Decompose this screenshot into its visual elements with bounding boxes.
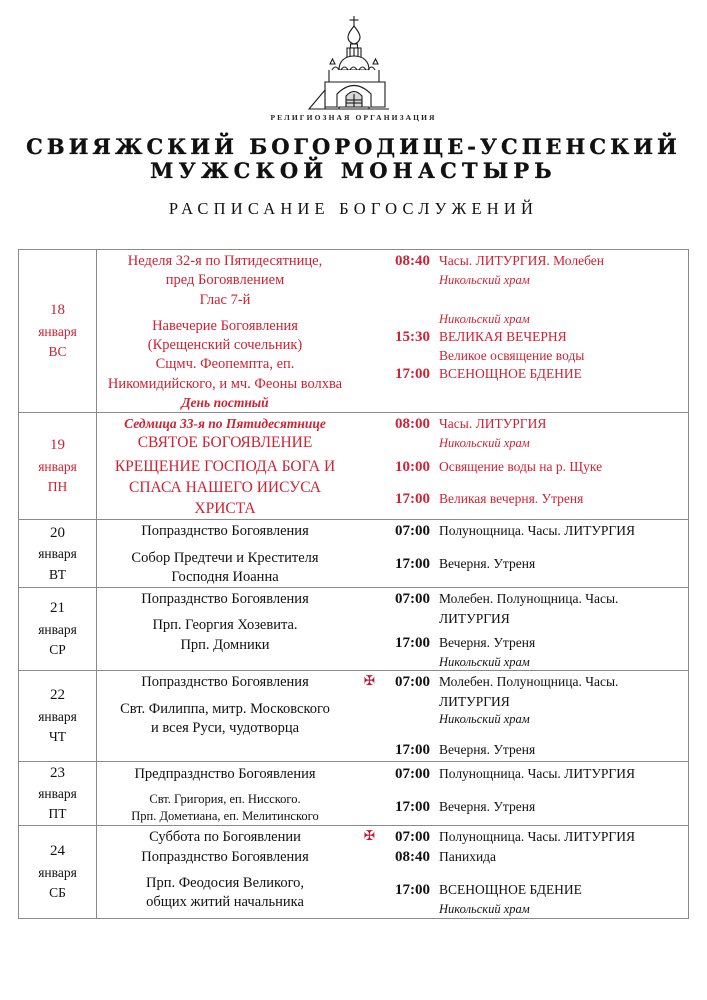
cross-icon-placeholder: [361, 523, 378, 536]
service-location: Никольский храм: [439, 901, 530, 916]
service-entry: [361, 458, 688, 478]
service-entry: [361, 365, 688, 385]
day-number: 22: [50, 687, 65, 704]
spacer: [97, 609, 353, 616]
service-time: 17:00: [395, 491, 430, 508]
spacer: [361, 868, 688, 881]
commemoration-line: Прп. Георгия Хозевита.: [152, 617, 298, 634]
service-entry: [361, 693, 688, 711]
services-column: [353, 520, 688, 587]
service-time: 17:00: [395, 556, 430, 573]
cross-icon-placeholder: [361, 348, 378, 361]
service-entry: [361, 848, 688, 868]
services-column: [353, 588, 688, 670]
service-time: 07:00: [395, 674, 430, 691]
commemoration-line: Господня Иоанна: [171, 568, 279, 585]
cross-icon: ✠: [363, 673, 376, 689]
service-entry: [361, 590, 688, 610]
service-time: 08:40: [395, 849, 430, 866]
day-weekday: СБ: [49, 884, 66, 900]
service-time: 10:00: [395, 458, 430, 475]
day-month: января: [38, 323, 77, 339]
spacer: [97, 693, 353, 700]
service-location: Никольский храм: [439, 311, 530, 326]
services-column: [353, 671, 688, 760]
service-time: 08:40: [395, 253, 430, 269]
day-month: января: [38, 864, 77, 880]
commemoration-line: Свт. Филиппа, митр. Московского: [120, 700, 330, 717]
commemoration-line: Собор Предтечи и Крестителя: [131, 549, 319, 566]
service-name: Вечерня. Утреня: [439, 798, 536, 814]
service-name: Молебен. Полунощница. Часы.: [439, 674, 619, 690]
service-entry: [361, 555, 688, 575]
monastery-name-line-2: МУЖСКОЙ МОНАСТЫРЬ: [150, 157, 557, 183]
commemoration-line: Никомидийского, и мч. Феоны волхва: [107, 375, 343, 392]
commemoration-column: [97, 588, 353, 670]
day-number: 24: [50, 843, 65, 860]
service-name: Вечерня. Утреня: [439, 741, 536, 757]
cross-icon-placeholder: [361, 329, 378, 342]
cross-icon-placeholder: [361, 799, 378, 812]
commemoration-column: [97, 671, 353, 760]
commemoration-line: Прп. Домники: [180, 636, 270, 653]
commemoration-column: [97, 413, 353, 519]
row-content-cell: [97, 671, 689, 761]
service-name: Молебен. Полунощница. Часы.: [439, 591, 619, 607]
day-weekday: ВТ: [48, 566, 67, 582]
commemoration-line: Попразднство Богоявления: [141, 591, 309, 608]
commemoration-line: КРЕЩЕНИЕ ГОСПОДА БОГА И: [114, 458, 336, 476]
day-number: 23: [50, 764, 65, 781]
organization-label: РЕЛИГИОЗНАЯ ОРГАНИЗАЦИЯ: [270, 113, 437, 122]
commemoration-line: пред Богоявлением: [165, 272, 285, 289]
spacer: [97, 542, 353, 549]
service-name: Панихида: [439, 849, 497, 865]
service-name: Полунощница. Часы. ЛИТУРГИЯ: [439, 765, 635, 781]
service-entry: [361, 828, 688, 848]
service-entry: [361, 347, 688, 365]
service-location: Никольский храм: [439, 712, 530, 727]
service-time: 07:00: [395, 523, 430, 540]
row-content-cell: [97, 412, 689, 519]
service-name: ЛИТУРГИЯ: [439, 694, 510, 710]
commemoration-line: Суббота по Богоявлении: [149, 829, 301, 846]
day-cell: [19, 520, 97, 588]
spacer: [361, 477, 688, 490]
document-header: [0, 0, 707, 219]
row-content-cell: [97, 826, 689, 918]
day-weekday: ПТ: [48, 806, 67, 822]
service-entry: [361, 634, 688, 654]
commemoration-line: и всея Руси, чудотворца: [150, 720, 300, 736]
row-content-cell: [97, 520, 689, 588]
service-time: 07:00: [395, 829, 430, 846]
spacer: [97, 310, 353, 317]
commemoration-line: Предпразднство Богоявления: [134, 765, 316, 782]
table-row: [19, 412, 689, 519]
table-row: [19, 826, 689, 918]
cross-icon-placeholder: [361, 556, 378, 569]
service-entry: [361, 490, 688, 510]
service-location: Никольский храм: [439, 435, 530, 450]
spacer: [361, 785, 688, 798]
cross-icon-placeholder: [361, 611, 378, 624]
row-content-cell: [97, 588, 689, 671]
commemoration-line: Свт. Григория, еп. Нисского.: [149, 792, 301, 807]
commemoration-line: СВЯТОЕ БОГОЯВЛЕНИЕ: [137, 433, 313, 451]
cross-icon-placeholder: [361, 253, 378, 266]
service-entry: [361, 673, 688, 693]
cross-icon-placeholder: [361, 459, 378, 472]
table-row: [19, 671, 689, 761]
day-number: 19: [50, 437, 65, 454]
table-row: [19, 761, 689, 826]
day-cell: [19, 250, 97, 413]
services-column: [353, 826, 688, 917]
table-row: [19, 250, 689, 413]
service-name: Часы. ЛИТУРГИЯ: [439, 415, 547, 431]
cross-icon-placeholder: [361, 635, 378, 648]
schedule-table: [18, 249, 689, 919]
commemoration-line: День постный: [181, 394, 269, 410]
service-entry: [361, 522, 688, 542]
service-entry: [361, 610, 688, 628]
commemoration-line: Неделя 32-я по Пятидесятнице,: [127, 253, 323, 269]
service-time: 15:30: [395, 328, 430, 345]
day-cell: [19, 671, 97, 761]
day-cell: [19, 826, 97, 918]
services-column: [353, 413, 688, 519]
commemoration-column: [97, 763, 353, 825]
commemoration-line: (Крещенский сочельник): [147, 337, 303, 354]
row-content-cell: [97, 250, 689, 413]
day-weekday: ПН: [47, 479, 68, 495]
day-month: января: [38, 458, 77, 474]
service-name: ЛИТУРГИЯ: [439, 610, 510, 626]
commemoration-line: Попразднство Богоявления: [141, 674, 309, 691]
spacer: [361, 542, 688, 555]
service-entry: [361, 252, 688, 272]
service-name: Вечерня. Утреня: [439, 556, 536, 572]
schedule-table-container: [18, 249, 689, 919]
church-emblem-icon: [299, 12, 409, 112]
day-number: 18: [50, 302, 65, 319]
row-content-cell: [97, 761, 689, 826]
commemoration-column: [97, 250, 353, 412]
day-month: января: [38, 546, 77, 562]
commemoration-line: общих житий начальника: [146, 894, 304, 911]
commemoration-column: [97, 826, 353, 917]
day-month: января: [38, 708, 77, 724]
table-row: [19, 588, 689, 671]
day-month: января: [38, 621, 77, 637]
cross-icon-placeholder: [361, 766, 378, 779]
day-cell: [19, 761, 97, 826]
service-name: Освящение воды на р. Щуке: [439, 458, 603, 474]
day-weekday: ВС: [48, 343, 67, 359]
commemoration-line: Попразднство Богоявления: [141, 523, 309, 540]
cross-icon-placeholder: [361, 742, 378, 755]
service-time: 08:00: [395, 415, 430, 432]
services-column: [353, 250, 688, 412]
spacer: [361, 289, 688, 311]
service-name: Великое освящение воды: [439, 348, 585, 364]
service-name: ВЕЛИКАЯ ВЕЧЕРНЯ: [439, 328, 567, 344]
day-weekday: СР: [49, 642, 66, 658]
spacer: [97, 867, 353, 874]
cross-icon-placeholder: [361, 694, 378, 707]
cross-icon-placeholder: [361, 591, 378, 604]
service-name: ВСЕНОЩНОЕ БДЕНИЕ: [439, 881, 582, 897]
service-time: 17:00: [395, 634, 430, 651]
service-entry: [361, 328, 688, 348]
day-weekday: ЧТ: [48, 728, 67, 744]
monastery-name: [0, 135, 707, 183]
commemoration-line: Попразднство Богоявления: [141, 848, 309, 865]
commemoration-line: Прп. Дометиана, еп. Мелитинского: [131, 808, 319, 823]
page-title: РАСПИСАНИЕ БОГОСЛУЖЕНИЙ: [168, 198, 539, 218]
service-name: Полунощница. Часы. ЛИТУРГИЯ: [439, 523, 635, 539]
service-name: ВСЕНОЩНОЕ БДЕНИЕ: [439, 366, 582, 382]
service-time: 17:00: [395, 798, 430, 815]
service-location: Никольский храм: [439, 654, 530, 669]
spacer: [97, 784, 353, 791]
cross-icon: ✠: [363, 828, 376, 844]
service-name: Часы. ЛИТУРГИЯ. Молебен: [439, 253, 604, 268]
commemoration-line: Глас 7-й: [199, 291, 251, 308]
service-entry: [361, 798, 688, 818]
service-entry: [361, 765, 688, 785]
commemoration-line: Навечерие Богоявления: [152, 317, 298, 334]
spacer: [361, 728, 688, 741]
service-time: 17:00: [395, 741, 430, 758]
commemoration-line: СПАСА НАШЕГО ИИСУСА ХРИСТА: [129, 479, 321, 517]
service-time: 17:00: [395, 881, 430, 898]
cross-icon-placeholder: [361, 366, 378, 379]
day-cell: [19, 588, 97, 671]
table-row: [19, 520, 689, 588]
day-month: января: [38, 786, 77, 802]
service-time: 07:00: [395, 591, 430, 608]
service-time: 17:00: [395, 366, 430, 383]
service-entry: [361, 881, 688, 901]
cross-icon-placeholder: [361, 491, 378, 504]
commemoration-line: Седмица 33-я по Пятидесятнице: [124, 415, 326, 431]
day-number: 21: [50, 600, 65, 617]
cross-icon-placeholder: [361, 849, 378, 862]
services-column: [353, 763, 688, 825]
cross-icon-placeholder: [361, 882, 378, 895]
service-entry: [361, 741, 688, 761]
cross-icon-placeholder: [361, 416, 378, 429]
service-name: Полунощница. Часы. ЛИТУРГИЯ: [439, 829, 635, 845]
service-name: Великая вечерня. Утреня: [439, 491, 584, 507]
service-location: Никольский храм: [439, 272, 530, 287]
commemoration-line: Прп. Феодосия Великого,: [145, 874, 305, 891]
commemoration-column: [97, 520, 353, 587]
service-name: Вечерня. Утреня: [439, 634, 536, 650]
day-cell: [19, 412, 97, 519]
monastery-name-line-1: СВИЯЖСКИЙ БОГОРОДИЦЕ-УСПЕНСКИЙ: [26, 134, 681, 159]
service-time: 07:00: [395, 765, 430, 782]
commemoration-line: Сщмч. Феопемпта, еп.: [155, 356, 295, 373]
service-entry: [361, 415, 688, 435]
day-number: 20: [50, 524, 65, 541]
